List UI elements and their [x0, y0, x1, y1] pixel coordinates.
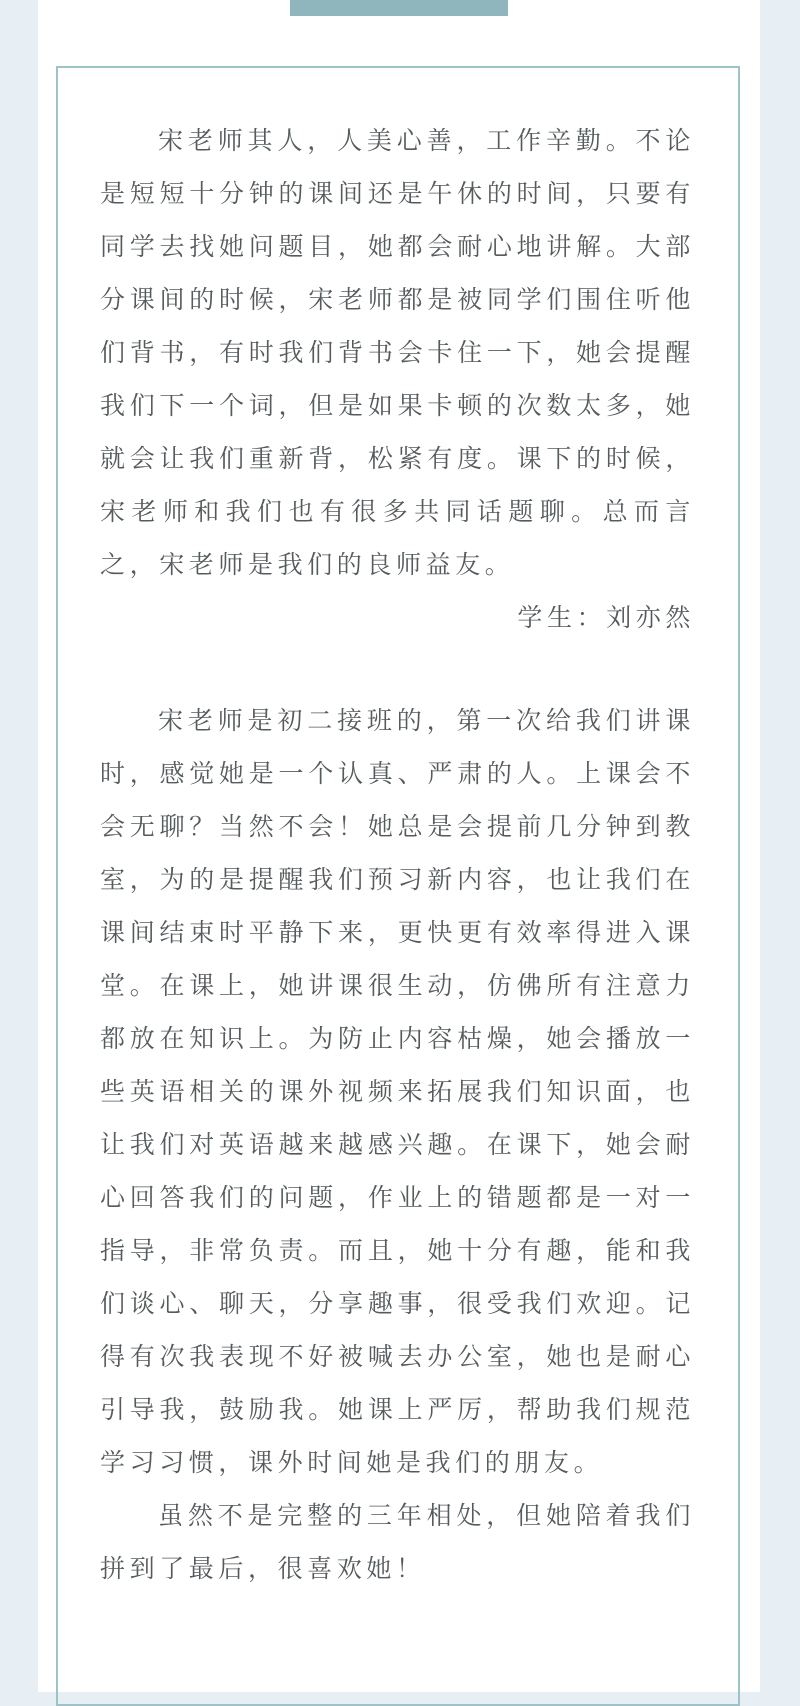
testimonial-paragraph-3: 虽然不是完整的三年相处，但她陪着我们拼到了最后，很喜欢她！ — [100, 1501, 695, 1583]
student-signature: 学生：刘亦然 — [517, 603, 695, 632]
testimonial-paragraph-2: 宋老师是初二接班的，第一次给我们讲课时，感觉她是一个认真、严肃的人。上课会不会无聊？当然不会！她总是会提前几分钟到教室，为的是提醒我们预习新内容，也让我们在课间结束时平静下来，更快更有效率得进入课堂。在课上，她讲课很生动，仿佛所有注意力都放在知识上。为防止内容枯燥，她会播放一些英语相关的课外视频来拓展我们知识面，也让我们对英语越来越感兴趣。在课下，她会耐心回答我们的问题，作业上的错题都是一对一指导，非常负责。而且，她十分有趣，能和我们谈心、聊天，分享趣事，很受我们欢迎。记得有次我表现不好被喊去办公室，她也是耐心引导我，鼓励我。她课上严厉，帮助我们规范学习习惯，课外时间她是我们的朋友。 — [100, 706, 695, 1477]
testimonial-paragraph-1: 宋老师其人，人美心善，工作辛勤。不论是短短十分钟的课间还是午休的时间，只要有同学去找她问题目，她都会耐心地讲解。大部分课间的时候，宋老师都是被同学们围住听他们背书，有时我们背书会卡住一下，她会提醒我们下一个词，但是如果卡顿的次数太多，她就会让我们重新背，松紧有度。课下的时候，宋老师和我们也有很多共同话题聊。总而言之，宋老师是我们的良师益友。 — [100, 126, 695, 579]
header-decoration-bar — [290, 0, 508, 16]
article-body — [100, 114, 695, 1595]
section-spacer — [100, 644, 695, 694]
